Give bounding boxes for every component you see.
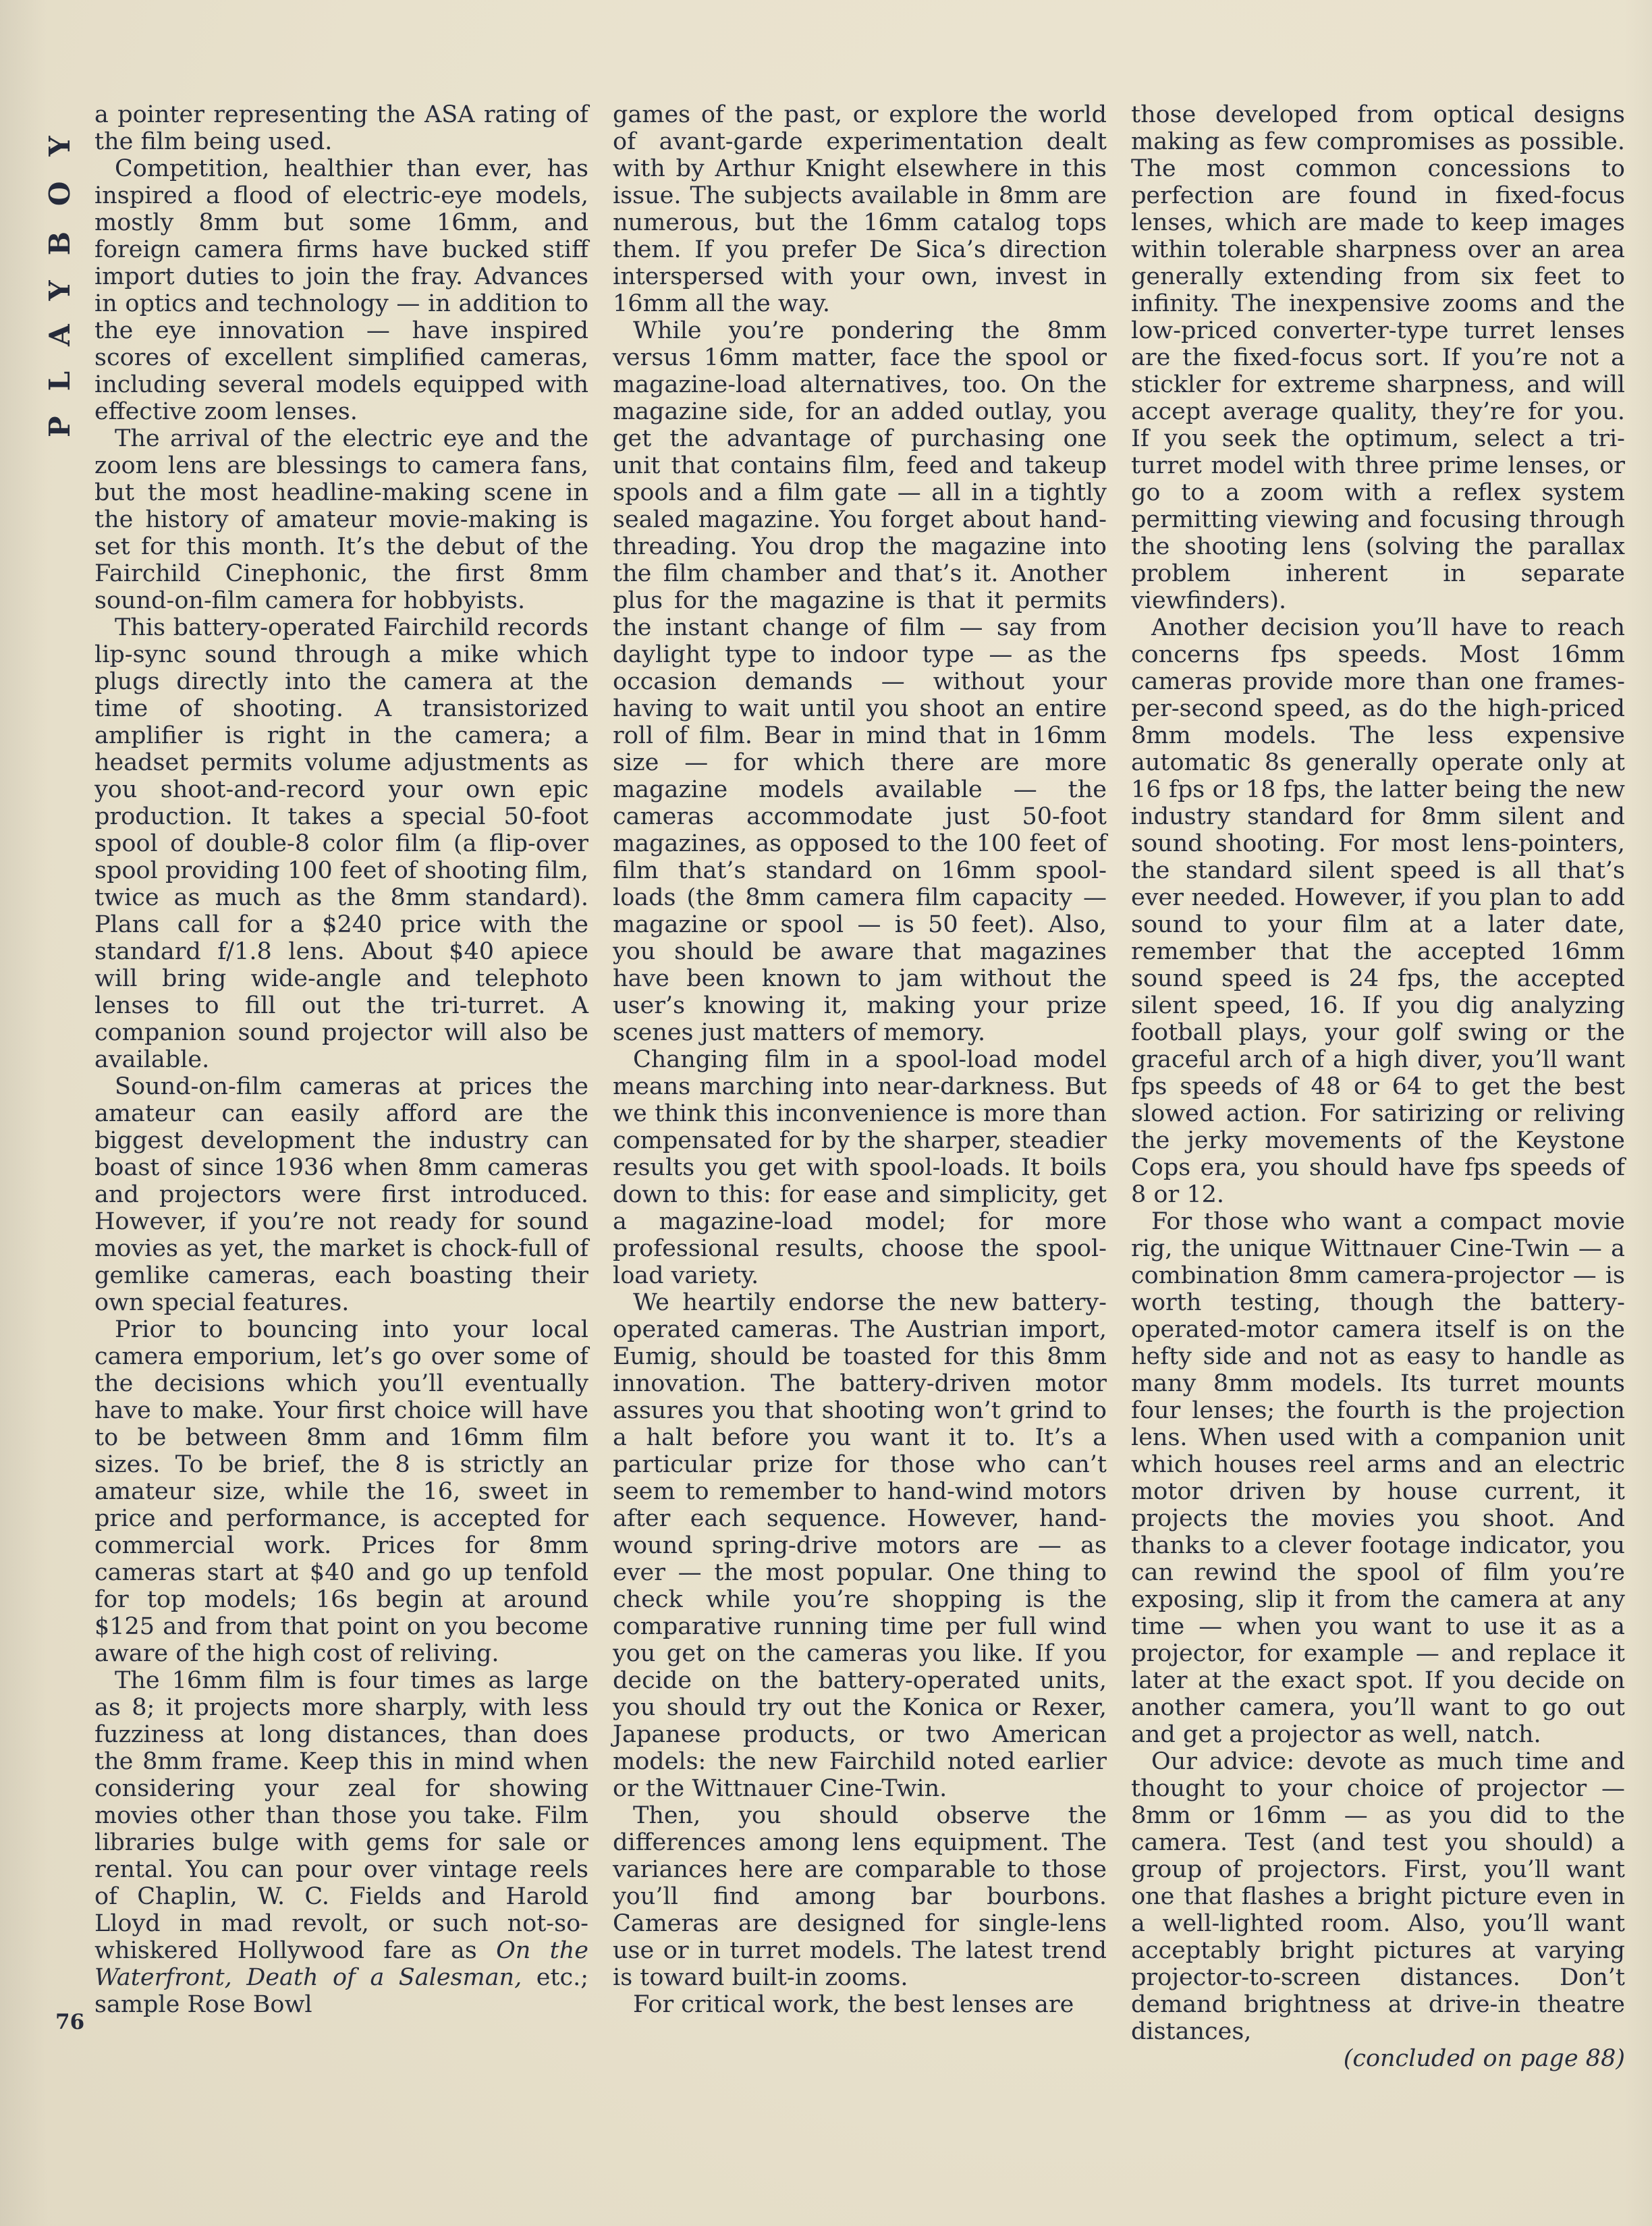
paragraph [94, 614, 588, 1073]
paragraph [94, 1073, 588, 1316]
text-run: Sound-on-film cameras at prices the amateur can easily afford are the biggest development the industry can boast of since 1936 when 8mm cameras and projectors were first introduced. However, if you’re not ready for sound movies as yet, the market is chock-full of gemlike cameras, each boasting their own special features. [94, 1073, 588, 1316]
italic-text-run: On the Waterfront, Death of a Salesman, [94, 1937, 588, 1991]
text-run: This battery-operated Fairchild records lip-sync sound through a mike which plugs directly into the camera at the time of shooting. A transistorized amplifier is right in the camera; a headset permits volume adjustments as you shoot-and-record your own epic production. It takes a special 50-foot spool of double-8 color film (a flip-over spool providing 100 feet of shooting film, twice as much as the 8mm standard). Plans call for a $240 price with the standard f/1.8 lens. About $40 apiece will bring wide-angle and telephoto lenses to fill out the tri-turret. A companion sound projector will also be available. [94, 614, 588, 1073]
paragraph [1131, 614, 1625, 1208]
paragraph [94, 101, 588, 155]
article-column-middle [613, 101, 1107, 2072]
paragraph [1131, 101, 1625, 614]
text-run: For those who want a compact movie rig, the unique Wittnauer Cine-Twin — a combination 8mm camera-projector — is worth testing, though the battery-operated-motor camera itself is on the hefty side and not as easy to handle as many 8mm models. Its turret mounts four lenses; the fourth is the projection lens. When used with a companion unit which houses reel arms and an electric motor driven by house current, it projects the movies you shoot. And thanks to a clever footage indicator, you can rewind the spool of film you’re exposing, slip it from the camera at any time — when you want to use it as a projector, for example — and replace it later at the exact spot. If you decide on another camera, you’ll want to go out and get a projector as well, natch. [1131, 1208, 1625, 1748]
page-number: 76 [55, 2010, 85, 2034]
text-run: Competition, healthier than ever, has inspired a flood of electric-eye models, mostly 8mm but some 16mm, and foreign camera firms have bucked stiff import duties to join the fray. Advances in optics and technology — in addition to the eye innovation — have inspired scores of excellent simplified cameras, including several models equipped with effective zoom lenses. [94, 155, 588, 425]
text-run: a pointer representing the ASA rating of the film being used. [94, 101, 588, 155]
paragraph [613, 101, 1107, 317]
text-run: Our advice: devote as much time and thought to your choice of projector — 8mm or 16mm — as you did to the camera. Test (and test you should) a group of projectors. First, you’ll want one that flashes a bright picture even in a well-lighted room. Also, you’ll want acceptably bright pictures at varying projector-to-screen distances. Don’t demand brightness at drive-in theatre distances, [1131, 1748, 1625, 2045]
article-columns [94, 101, 1626, 2072]
paragraph [94, 425, 588, 614]
paragraph [613, 317, 1107, 1046]
paragraph [613, 1046, 1107, 1289]
text-run: etc.; sample Rose Bowl [94, 1964, 588, 2018]
text-run: Then, you should observe the differences among lens equipment. The variances here are comparable to those you’ll find among bar bourbons. Cameras are designed for single-lens use or in turret models. The latest trend is toward built-in zooms. [613, 1802, 1107, 1991]
text-run: While you’re pondering the 8mm versus 16mm matter, face the spool or magazine-load alternatives, too. On the magazine side, for an added outlay, you get the advantage of purchasing one unit that contains film, feed and takeup spools and a film gate — all in a tightly sealed magazine. You forget about hand-threading. You drop the magazine into the film chamber and that’s it. Another plus for the magazine is that it permits the instant change of film — say from daylight type to indoor type — as the occasion demands — without your having to wait until you shoot an entire roll of film. Bear in mind that in 16mm size — for which there are more magazine models available — the cameras accommodate just 50-foot magazines, as opposed to the 100 feet of film that’s standard on 16mm spool-loads (the 8mm camera film capacity — magazine or spool — is 50 feet). Also, you should be aware that magazines have been known to jam without the user’s knowing it, making your prize scenes just matters of memory. [613, 317, 1107, 1046]
paragraph [613, 1802, 1107, 1991]
paragraph [613, 1289, 1107, 1802]
text-run: The 16mm film is four times as large as 8; it projects more sharply, with less fuzziness at long distances, than does the 8mm frame. Keep this in mind when considering your zeal for showing movies other than those you take. Film libraries bulge with gems for sale or rental. You can pour over vintage reels of Chaplin, W. C. Fields and Harold Lloyd in mad revolt, or such not-so-whiskered Hollywood fare as [94, 1667, 588, 1964]
article-column-left [94, 101, 588, 2072]
paragraph [1131, 1748, 1625, 2045]
text-run: Changing film in a spool-load model means marching into near-darkness. But we think this inconvenience is more than compensated for by the sharper, steadier results you get with spool-loads. It boils down to this: for ease and simplicity, get a magazine-load model; for more professional results, choose the spool-load variety. [613, 1046, 1107, 1289]
paragraph [613, 1991, 1107, 2018]
text-run: We heartily endorse the new battery-operated cameras. The Austrian import, Eumig, should be toasted for this 8mm innovation. The battery-driven motor assures you that shooting won’t grind to a halt before you want it to. It’s a particular prize for those who can’t seem to remember to hand-wind motors after each sequence. However, hand-wound spring-drive motors are — as ever — the most popular. One thing to check while you’re shopping is the comparative running time per full wind you get on the cameras you like. If you decide on the battery-operated units, you should try out the Konica or Rexer, Japanese products, or two American models: the new Fairchild noted earlier or the Wittnauer Cine-Twin. [613, 1289, 1107, 1802]
magazine-brand-vertical: PLAYBOY [43, 111, 76, 437]
italic-text-run: (concluded on page 88) [1343, 2045, 1625, 2072]
text-run: For critical work, the best lenses are [633, 1991, 1074, 2018]
text-run: Prior to bouncing into your local camera emporium, let’s go over some of the decisions which you’ll eventually have to make. Your first choice will have to be between 8mm and 16mm film sizes. To be brief, the 8 is strictly an amateur size, while the 16, sweet in price and performance, is accepted for commercial work. Prices for 8mm cameras start at $40 and go up tenfold for top models; 16s begin at around $125 and from that point on you become aware of the high cost of reliving. [94, 1316, 588, 1667]
text-run: Another decision you’ll have to reach concerns fps speeds. Most 16mm cameras provide more than one frames-per-second speed, as do the high-priced 8mm models. The less expensive automatic 8s generally operate only at 16 fps or 18 fps, the latter being the new industry standard for 8mm silent and sound shooting. For most lens-pointers, the standard silent speed is all that’s ever needed. However, if you plan to add sound to your film at a later date, remember that the accepted 16mm sound speed is 24 fps, the accepted silent speed, 16. If you dig analyzing football plays, your golf swing or the graceful arch of a high diver, you’ll want fps speeds of 48 or 64 to get the best slowed action. For satirizing or reliving the jerky movements of the Keystone Cops era, you should have fps speeds of 8 or 12. [1131, 614, 1625, 1208]
paragraph [1131, 1208, 1625, 1748]
paragraph [94, 1667, 588, 2018]
text-run: games of the past, or explore the world of avant-garde experimentation dealt with by Arthur Knight elsewhere in this issue. The subjects available in 8mm are numerous, but the 16mm catalog tops them. If you prefer De Sica’s direction interspersed with your own, invest in 16mm all the way. [613, 101, 1107, 317]
paragraph [94, 1316, 588, 1667]
text-run: The arrival of the electric eye and the zoom lens are blessings to camera fans, but the most headline-making scene in the history of amateur movie-making is set for this month. It’s the debut of the Fairchild Cinephonic, the first 8mm sound-on-film camera for hobbyists. [94, 425, 588, 614]
text-run: those developed from optical designs making as few compromises as possible. The most common concessions to perfection are found in fixed-focus lenses, which are made to keep images within tolerable sharpness over an area generally extending from six feet to infinity. The inexpensive zooms and the low-priced converter-type turret lenses are the fixed-focus sort. If you’re not a stickler for extreme sharpness, and will accept average quality, they’re for you. If you seek the optimum, select a tri-turret model with three prime lenses, or go to a zoom with a reflex system permitting viewing and focusing through the shooting lens (solving the parallax problem inherent in separate viewfinders). [1131, 101, 1625, 614]
paragraph [1131, 2045, 1625, 2072]
article-column-right [1131, 101, 1625, 2072]
paragraph [94, 155, 588, 425]
